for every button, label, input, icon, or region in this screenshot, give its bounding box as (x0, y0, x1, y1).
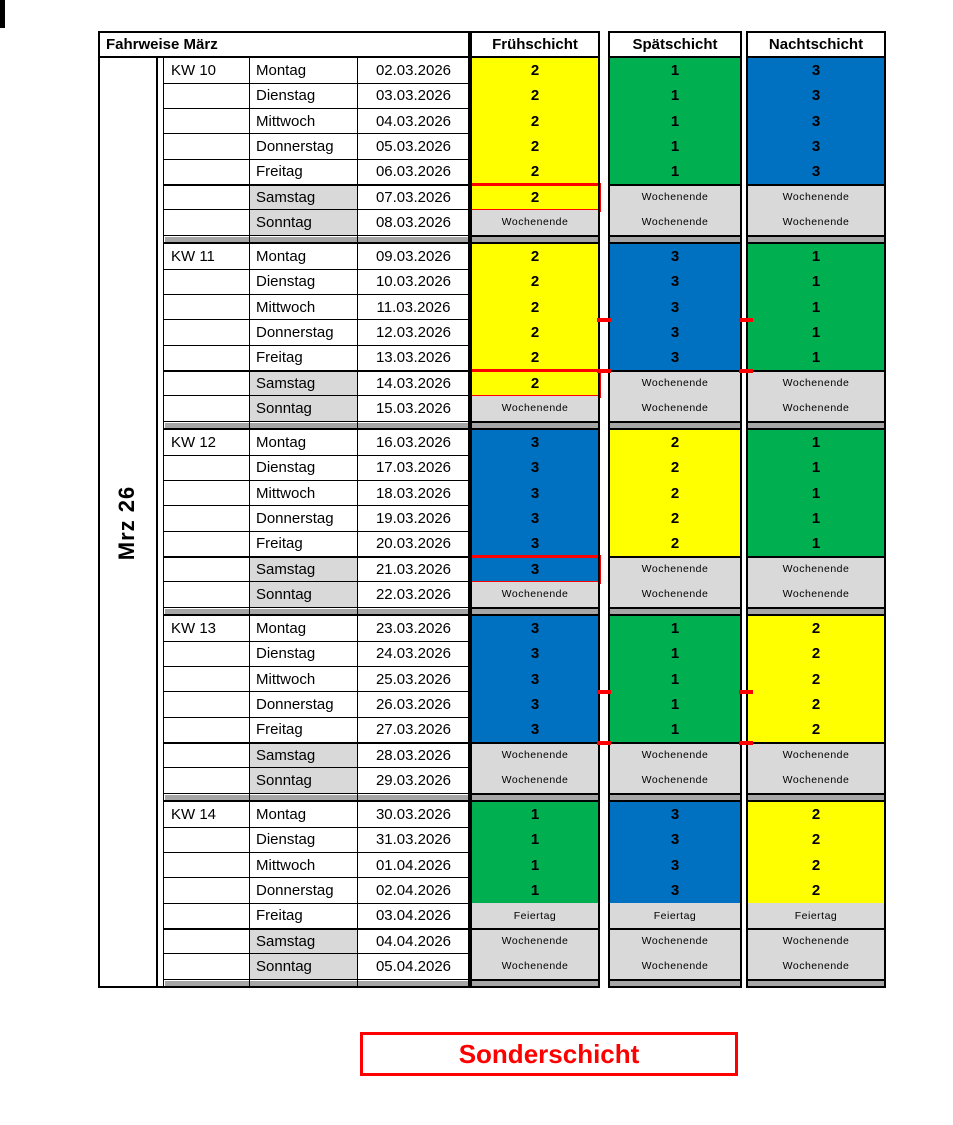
day-name-cell: Donnerstag (249, 506, 357, 531)
date-cell: 10.03.2026 (357, 269, 470, 294)
date-cell: 25.03.2026 (357, 667, 470, 692)
date-cell: 26.03.2026 (357, 692, 470, 717)
shift-cell: 2 (746, 717, 886, 742)
date-cell: 11.03.2026 (357, 295, 470, 320)
date-cell: 31.03.2026 (357, 827, 470, 852)
weekend-cell: Wochenende (608, 210, 742, 235)
date-cell: 22.03.2026 (357, 582, 470, 607)
weekend-cell: Wochenende (608, 557, 742, 582)
grid-line (164, 345, 470, 346)
shift-cell: 2 (470, 58, 600, 83)
shift-cell: 3 (608, 802, 742, 827)
day-name-cell: Dienstag (249, 269, 357, 294)
day-name-cell: Montag (249, 58, 357, 83)
week-label-empty (164, 582, 249, 607)
date-cell: 13.03.2026 (357, 345, 470, 370)
shift-cell: 1 (608, 641, 742, 666)
grid-line (164, 928, 470, 930)
day-name-cell: Mittwoch (249, 109, 357, 134)
grid-line (746, 742, 886, 744)
shift-cell: 3 (470, 667, 600, 692)
day-name-cell: Freitag (249, 345, 357, 370)
weekend-cell: Wochenende (470, 582, 600, 607)
day-name-cell: Montag (249, 430, 357, 455)
date-cell: 12.03.2026 (357, 320, 470, 345)
grid-line (164, 691, 470, 692)
shift-cell: 2 (608, 430, 742, 455)
day-name-cell: Dienstag (249, 455, 357, 480)
shift-cell: 3 (608, 295, 742, 320)
shift-cell: 1 (746, 295, 886, 320)
grid-line (164, 581, 470, 582)
shift-cell: 3 (470, 692, 600, 717)
shift-cell: 1 (470, 878, 600, 903)
grid-line (164, 742, 470, 744)
month-label: Mrz 26 (114, 485, 140, 561)
shift-cell: 2 (746, 802, 886, 827)
red-tick-mark (597, 318, 611, 322)
red-tick-mark (739, 369, 753, 373)
shift-header-nachtschicht: Nachtschicht (768, 36, 864, 53)
shift-cell: 1 (470, 802, 600, 827)
shift-cell: 1 (746, 269, 886, 294)
grid-line (163, 58, 165, 988)
weekend-cell: Wochenende (470, 210, 600, 235)
shift-cell: 1 (608, 717, 742, 742)
grid-line (164, 83, 470, 84)
red-tick-mark (597, 690, 611, 694)
grid-line (164, 395, 470, 396)
week-label-empty (164, 83, 249, 108)
weekend-cell: Wochenende (608, 954, 742, 979)
date-cell: 07.03.2026 (357, 185, 470, 210)
shift-cell: 2 (470, 109, 600, 134)
day-name-cell: Samstag (249, 557, 357, 582)
date-cell: 09.03.2026 (357, 244, 470, 269)
week-label-empty (164, 929, 249, 954)
date-cell: 04.03.2026 (357, 109, 470, 134)
grid-line (164, 793, 470, 794)
grid-line (164, 133, 470, 134)
day-name-cell: Donnerstag (249, 692, 357, 717)
shift-cell: 1 (746, 430, 886, 455)
shift-cell: 3 (470, 455, 600, 480)
shift-cell: 3 (470, 430, 600, 455)
shift-cell: 1 (608, 616, 742, 641)
grid-line (608, 742, 742, 744)
shift-cell: 2 (470, 159, 600, 184)
weekend-cell: Wochenende (608, 768, 742, 793)
week-label-empty (164, 743, 249, 768)
grid-line (608, 184, 742, 186)
weekend-cell: Wochenende (470, 954, 600, 979)
shift-cell: 2 (470, 320, 600, 345)
week-label: KW 12 (164, 430, 249, 455)
month-label-cell (98, 58, 157, 988)
weekend-cell: Wochenende (608, 371, 742, 396)
weekend-cell: Wochenende (608, 185, 742, 210)
day-name-cell: Dienstag (249, 641, 357, 666)
shift-cell: 2 (608, 531, 742, 556)
day-name-cell: Sonntag (249, 582, 357, 607)
week-label-empty (164, 641, 249, 666)
week-label-empty (164, 827, 249, 852)
date-cell: 29.03.2026 (357, 768, 470, 793)
grid-line (164, 184, 470, 186)
day-name-cell: Mittwoch (249, 481, 357, 506)
shift-cell: 1 (746, 481, 886, 506)
shift-cell: 3 (608, 345, 742, 370)
shift-cell: 3 (470, 641, 600, 666)
week-label-empty (164, 455, 249, 480)
grid-line (746, 184, 886, 186)
date-cell: 24.03.2026 (357, 641, 470, 666)
day-name-cell: Montag (249, 244, 357, 269)
week-label-empty (164, 853, 249, 878)
date-cell: 14.03.2026 (357, 371, 470, 396)
date-cell: 03.04.2026 (357, 903, 470, 928)
date-cell: 02.04.2026 (357, 878, 470, 903)
weekend-cell: Wochenende (746, 954, 886, 979)
week-label: KW 13 (164, 616, 249, 641)
date-cell: 23.03.2026 (357, 616, 470, 641)
holiday-cell: Feiertag (608, 903, 742, 928)
day-name-cell: Sonntag (249, 768, 357, 793)
week-label-empty (164, 531, 249, 556)
grid-line (249, 58, 250, 988)
weekend-cell: Wochenende (746, 185, 886, 210)
grid-line (164, 641, 470, 642)
shift-cell: 2 (608, 455, 742, 480)
week-label-empty (164, 185, 249, 210)
grid-line (746, 986, 886, 988)
week-label-empty (164, 717, 249, 742)
day-name-cell: Donnerstag (249, 320, 357, 345)
shift-cell: 2 (470, 134, 600, 159)
weekend-cell: Wochenende (746, 768, 886, 793)
week-label-empty (164, 878, 249, 903)
shift-cell: 2 (470, 185, 600, 210)
shift-cell: 3 (608, 244, 742, 269)
shift-cell: 2 (746, 641, 886, 666)
grid-line (608, 986, 742, 988)
shift-cell: 1 (470, 827, 600, 852)
shift-cell: 1 (470, 853, 600, 878)
red-tick-mark (597, 369, 611, 373)
shift-cell: 2 (746, 878, 886, 903)
week-label-empty (164, 269, 249, 294)
weekend-cell: Wochenende (746, 210, 886, 235)
shift-cell: 1 (608, 58, 742, 83)
day-name-cell: Mittwoch (249, 667, 357, 692)
date-cell: 05.04.2026 (357, 954, 470, 979)
weekend-cell: Wochenende (746, 929, 886, 954)
date-cell: 04.04.2026 (357, 929, 470, 954)
week-label-empty (164, 557, 249, 582)
shift-cell: 3 (746, 58, 886, 83)
grid-line (608, 556, 742, 558)
weekend-cell: Wochenende (746, 557, 886, 582)
day-name-cell: Montag (249, 802, 357, 827)
weekend-cell: Wochenende (608, 582, 742, 607)
grid-line (164, 480, 470, 481)
shift-cell: 2 (470, 295, 600, 320)
shift-cell: 3 (746, 159, 886, 184)
grid-line (746, 556, 886, 558)
separator-band (165, 981, 469, 986)
day-name-cell: Dienstag (249, 83, 357, 108)
weekend-cell: Wochenende (470, 396, 600, 421)
day-name-cell: Samstag (249, 185, 357, 210)
grid-line (164, 717, 470, 718)
shift-cell: 1 (608, 134, 742, 159)
date-cell: 30.03.2026 (357, 802, 470, 827)
shift-cell: 3 (470, 481, 600, 506)
day-name-cell: Sonntag (249, 396, 357, 421)
red-tick-mark (739, 318, 753, 322)
shift-cell: 3 (746, 109, 886, 134)
day-name-cell: Sonntag (249, 210, 357, 235)
weekend-cell: Wochenende (470, 929, 600, 954)
shift-cell: 2 (746, 853, 886, 878)
grid-line (164, 827, 470, 828)
shift-cell: 1 (746, 320, 886, 345)
date-cell: 02.03.2026 (357, 58, 470, 83)
date-cell: 19.03.2026 (357, 506, 470, 531)
shift-cell: 3 (470, 506, 600, 531)
grid-line (357, 58, 358, 988)
grid-line (164, 294, 470, 295)
grid-line (164, 269, 470, 270)
week-label-empty (164, 109, 249, 134)
weekend-cell: Wochenende (746, 371, 886, 396)
shift-cell: 1 (608, 692, 742, 717)
grid-line (164, 319, 470, 320)
shift-header-spaetschicht: Spätschicht (632, 36, 718, 53)
week-label-empty (164, 295, 249, 320)
date-cell: 15.03.2026 (357, 396, 470, 421)
shift-cell: 1 (746, 531, 886, 556)
grid-line (164, 235, 470, 236)
grid-line (164, 370, 470, 372)
shift-cell: 1 (746, 506, 886, 531)
weekend-cell: Wochenende (608, 743, 742, 768)
weekend-cell: Wochenende (746, 396, 886, 421)
holiday-cell: Feiertag (746, 903, 886, 928)
grid-line (164, 421, 470, 422)
date-cell: 18.03.2026 (357, 481, 470, 506)
week-label-empty (164, 903, 249, 928)
date-cell: 05.03.2026 (357, 134, 470, 159)
grid-line (164, 852, 470, 853)
red-tick-mark (739, 690, 753, 694)
day-name-cell: Mittwoch (249, 295, 357, 320)
day-name-cell: Samstag (249, 929, 357, 954)
day-name-cell: Freitag (249, 159, 357, 184)
day-name-cell: Donnerstag (249, 878, 357, 903)
date-cell: 17.03.2026 (357, 455, 470, 480)
shift-cell: 1 (746, 455, 886, 480)
grid-line (470, 742, 600, 744)
date-cell: 20.03.2026 (357, 531, 470, 556)
week-label-empty (164, 371, 249, 396)
grid-line (164, 455, 470, 456)
grid-line (164, 903, 470, 904)
sonderschicht-label: Sonderschicht (360, 1032, 738, 1076)
red-tick-mark (597, 741, 611, 745)
shift-cell: 3 (746, 134, 886, 159)
week-label: KW 10 (164, 58, 249, 83)
day-name-cell: Mittwoch (249, 853, 357, 878)
shift-cell: 2 (470, 371, 600, 396)
date-cell: 03.03.2026 (357, 83, 470, 108)
grid-line (164, 607, 470, 608)
grid-line (746, 928, 886, 930)
grid-line (164, 209, 470, 210)
grid-line (164, 108, 470, 109)
grid-line (470, 986, 600, 988)
shift-cell: 3 (608, 853, 742, 878)
shift-cell: 3 (608, 269, 742, 294)
shift-cell: 3 (746, 83, 886, 108)
grid-line (164, 505, 470, 506)
shift-cell: 3 (470, 557, 600, 582)
weekend-cell: Wochenende (608, 929, 742, 954)
grid-line (470, 928, 600, 930)
week-label: KW 11 (164, 244, 249, 269)
grid-line (164, 159, 470, 160)
week-label-empty (164, 159, 249, 184)
shift-cell: 1 (608, 159, 742, 184)
date-cell: 16.03.2026 (357, 430, 470, 455)
grid-line (164, 953, 470, 954)
date-cell: 06.03.2026 (357, 159, 470, 184)
week-label-empty (164, 320, 249, 345)
weekend-cell: Wochenende (470, 743, 600, 768)
shift-cell: 2 (470, 83, 600, 108)
shift-cell: 3 (470, 531, 600, 556)
week-label-empty (164, 954, 249, 979)
shift-cell: 2 (746, 667, 886, 692)
day-name-cell: Donnerstag (249, 134, 357, 159)
day-name-cell: Montag (249, 616, 357, 641)
date-cell: 27.03.2026 (357, 717, 470, 742)
week-label-empty (164, 506, 249, 531)
grid-line (164, 877, 470, 878)
shift-cell: 1 (746, 244, 886, 269)
date-cell: 28.03.2026 (357, 743, 470, 768)
shift-cell: 2 (470, 345, 600, 370)
shift-cell: 2 (746, 827, 886, 852)
grid-line (746, 370, 886, 372)
day-name-cell: Samstag (249, 371, 357, 396)
weekend-cell: Wochenende (746, 743, 886, 768)
grid-line (608, 370, 742, 372)
grid-line (608, 928, 742, 930)
shift-cell: 1 (608, 667, 742, 692)
week-label-empty (164, 345, 249, 370)
shift-cell: 3 (608, 827, 742, 852)
week-label-empty (164, 692, 249, 717)
week-label-empty (164, 667, 249, 692)
shift-header-fruehschicht: Frühschicht (492, 36, 578, 53)
day-name-cell: Freitag (249, 531, 357, 556)
grid-line (164, 979, 470, 980)
weekend-cell: Wochenende (608, 396, 742, 421)
shift-cell: 3 (608, 878, 742, 903)
shift-cell: 2 (746, 616, 886, 641)
day-name-cell: Samstag (249, 743, 357, 768)
shift-cell: 2 (470, 269, 600, 294)
holiday-cell: Feiertag (470, 903, 600, 928)
date-cell: 01.04.2026 (357, 853, 470, 878)
shift-cell: 2 (746, 692, 886, 717)
week-label-empty (164, 134, 249, 159)
week-label: KW 14 (164, 802, 249, 827)
shift-cell: 1 (608, 109, 742, 134)
shift-cell: 1 (608, 83, 742, 108)
week-label-empty (164, 210, 249, 235)
date-cell: 08.03.2026 (357, 210, 470, 235)
shift-cell: 2 (608, 506, 742, 531)
schedule-title: Fahrweise März (106, 36, 218, 53)
day-name-cell: Freitag (249, 717, 357, 742)
date-cell: 21.03.2026 (357, 557, 470, 582)
grid-line (164, 556, 470, 558)
week-label-empty (164, 481, 249, 506)
shift-cell: 1 (746, 345, 886, 370)
day-name-cell: Dienstag (249, 827, 357, 852)
shift-cell: 3 (470, 616, 600, 641)
grid-line (164, 767, 470, 768)
shift-cell: 3 (470, 717, 600, 742)
weekend-cell: Wochenende (746, 582, 886, 607)
grid-line (164, 666, 470, 667)
red-tick-mark (739, 741, 753, 745)
grid-line (164, 531, 470, 532)
shift-cell: 2 (470, 244, 600, 269)
day-name-cell: Freitag (249, 903, 357, 928)
shift-cell: 3 (608, 320, 742, 345)
week-label-empty (164, 768, 249, 793)
week-label-empty (164, 396, 249, 421)
shift-cell: 2 (608, 481, 742, 506)
weekend-cell: Wochenende (470, 768, 600, 793)
day-name-cell: Sonntag (249, 954, 357, 979)
